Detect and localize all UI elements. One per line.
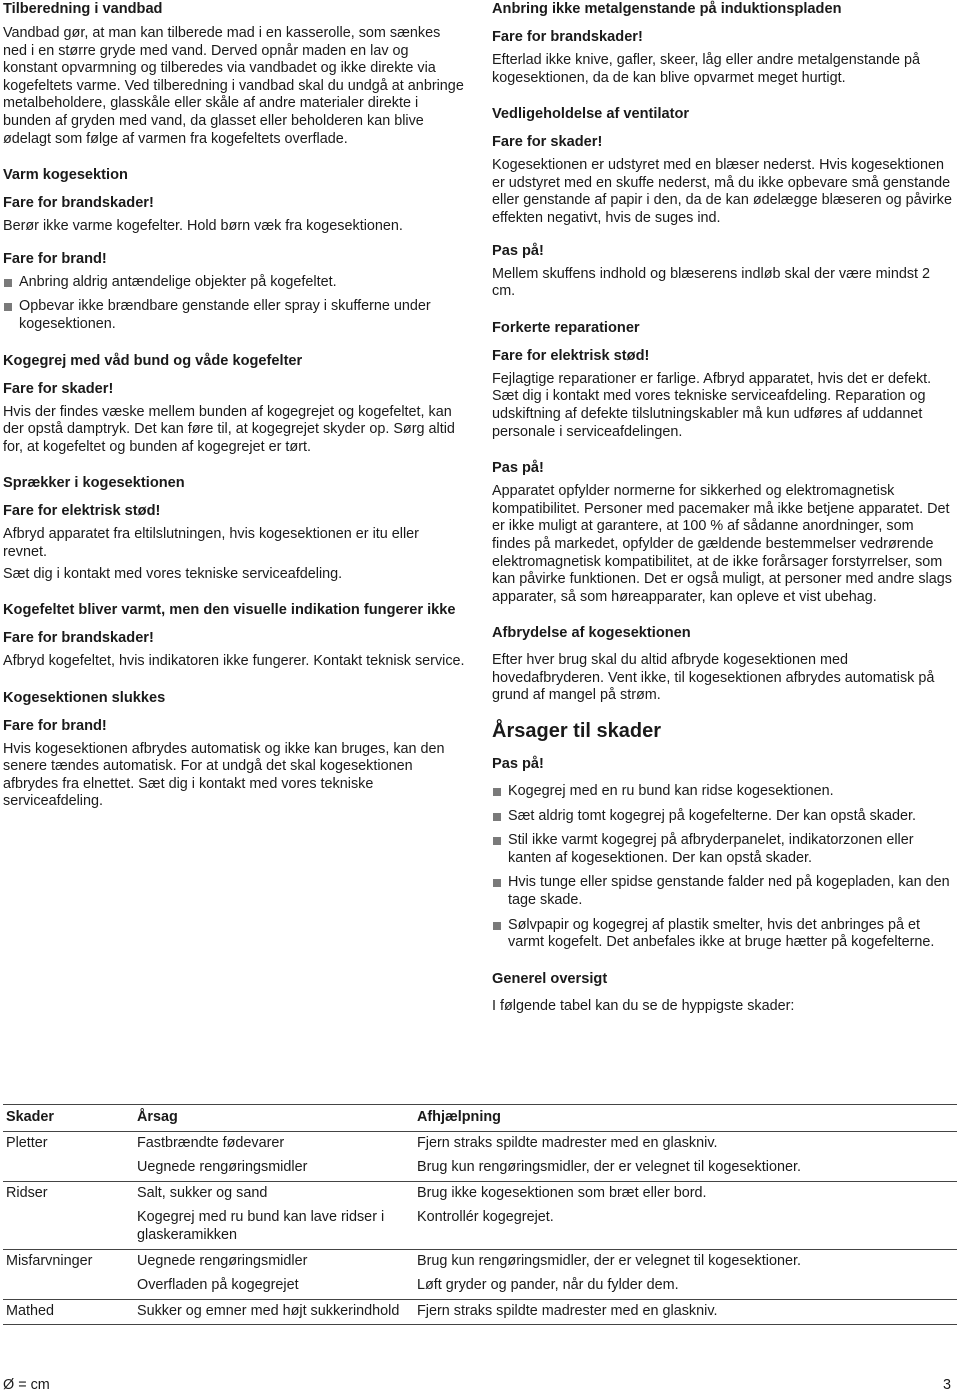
section-indicator-fault xyxy=(3,601,465,671)
section-text: Efter hver brug skal du altid afbryde kogesektionen med hovedafbryderen. Vent ikke, til kogesektionen afbrydes automatisk på grund af mangel på strøm. xyxy=(492,652,935,704)
warning-label: Fare for brandskader! xyxy=(3,630,154,647)
list-item: Stil ikke varmt kogegrej på afbryderpanelet, indikatorzonen eller kanten af kogesektionen. Der kan opstå skader. xyxy=(492,832,954,867)
bullet-list xyxy=(3,274,465,334)
section-title: Kogesektionen slukkes xyxy=(3,689,166,706)
table-cell: Fastbrændte fødevarer xyxy=(134,1131,414,1156)
bullet-square-icon xyxy=(493,788,501,796)
section-title: Vedligeholdelse af ventilator xyxy=(492,106,690,123)
table-row xyxy=(3,1156,957,1181)
bullet-list xyxy=(492,783,954,952)
table-cell: Fjern straks spildte madrester med en glaskniv. xyxy=(414,1299,957,1325)
table-cell: Brug kun rengøringsmidler, der er velegnet til kogesektioner. xyxy=(414,1249,957,1274)
footer-diameter-note: Ø = cm xyxy=(3,1377,50,1393)
warning-label: Pas på! xyxy=(492,756,544,773)
list-item: Hvis tunge eller spidse genstande falder ned på kogepladen, kan den tage skade. xyxy=(492,874,954,909)
section-text: Hvis kogesektionen afbrydes automatisk og ikke kan bruges, kan den senere tændes automatisk. For at undgå det skal kogesektionen afbrydes fra elnettet. Sæt dig i kontakt med vores tekniske serviceafdeling. xyxy=(3,740,445,810)
chapter-title: Årsager til skader xyxy=(492,720,661,743)
table-cell: Ridser xyxy=(3,1181,134,1206)
bullet-square-icon xyxy=(493,879,501,887)
section-text: Sæt dig i kontakt med vores tekniske serviceafdeling. xyxy=(3,565,343,582)
section-text: Afbryd apparatet fra eltilslutningen, hvis kogesektionen er itu eller revnet. xyxy=(3,526,419,560)
table-row xyxy=(3,1299,957,1325)
section-text: Berør ikke varme kogefelter. Hold børn væk fra kogesektionen. xyxy=(3,218,403,235)
section-no-metal xyxy=(492,0,954,87)
warning-label: Fare for skader! xyxy=(492,134,603,151)
table-cell: Pletter xyxy=(3,1131,134,1156)
right-column xyxy=(492,0,954,1033)
table-cell: Mathed xyxy=(3,1299,134,1325)
section-text: Vandbad gør, at man kan tilberede mad i en kasserolle, som sænkes ned i en større gryde med vand. Derved opnår maden en lav og konstant opvarmning og tilberedes via vandbadet og ikke direkte via kogefeltets varme. Ved tilberedning i vandbad skal du undgå at anbringe metalbeholdere, glasskåle eller skåle af andre materialer direkte i bunden af gryden med vand, da glasset eller beholderen kan blive ødelagt som følge af varmen fra kogefeltets overflade. xyxy=(3,25,464,147)
list-item: Opbevar ikke brændbare genstande eller spray i skufferne under kogesektionen. xyxy=(3,298,465,333)
section-shutdown xyxy=(3,689,465,811)
section-damage-causes xyxy=(492,719,954,952)
section-emc xyxy=(492,459,954,606)
section-title: Kogefeltet bliver varmt, men den visuelle indikation fungerer ikke xyxy=(3,602,456,619)
warning-label: Fare for brand! xyxy=(3,250,107,267)
section-switch-off xyxy=(492,624,954,705)
warning-label: Pas på! xyxy=(492,460,544,477)
table-row xyxy=(3,1206,957,1249)
table-cell: Brug kun rengøringsmidler, der er velegnet til kogesektioner. xyxy=(417,1159,801,1176)
table-cell: Uegnede rengøringsmidler xyxy=(137,1159,308,1176)
left-column xyxy=(3,0,465,829)
warning-label: Fare for brand! xyxy=(3,717,107,734)
section-title: Generel oversigt xyxy=(492,970,608,987)
table-row xyxy=(3,1249,957,1274)
list-item: Sølvpapir og kogegrej af plastik smelter, hvis det anbringes på et varmt kogefelt. Det anbefales ikke at bruge hætter på kogefelterne. xyxy=(492,917,954,952)
warning-label: Pas på! xyxy=(492,242,544,259)
section-title: Afbrydelse af kogesektionen xyxy=(492,625,691,642)
warning-label: Fare for elektrisk stød! xyxy=(492,347,650,364)
bullet-square-icon xyxy=(493,922,501,930)
section-title: Sprækker i kogesektionen xyxy=(3,475,185,492)
section-overview xyxy=(492,970,954,1016)
bullet-square-icon xyxy=(4,279,12,287)
list-item: Sæt aldrig tomt kogegrej på kogefelterne. Der kan opstå skader. xyxy=(492,808,954,826)
section-repairs xyxy=(492,319,954,441)
list-item: Kogegrej med en ru bund kan ridse kogesektionen. xyxy=(492,783,954,801)
table-cell xyxy=(3,1206,134,1249)
section-text: Hvis der findes væske mellem bunden af kogegrejet og kogefeltet, kan der opstå damptryk. Det kan føre til, at kogegrejet skyder op. Sørg altid for, at kogefeltet og bunden af kogegrejet er tørt. xyxy=(3,403,455,455)
section-text: Efterlad ikke knive, gafler, skeer, låg eller andre metalgenstande på kogesektionen, da de kan blive opvarmet meget hurtigt. xyxy=(492,52,920,86)
warning-label: Fare for brandskader! xyxy=(492,29,643,45)
table-row xyxy=(3,1131,957,1156)
section-text: Afbryd kogefeltet, hvis indikatoren ikke fungerer. Kontakt teknisk service. xyxy=(3,653,465,670)
header-cause: Årsag xyxy=(134,1105,414,1132)
section-title: Anbring ikke metalgenstande på induktionspladen xyxy=(492,1,842,17)
bullet-square-icon xyxy=(493,837,501,845)
header-remedy: Afhjælpning xyxy=(414,1105,957,1132)
warning-label: Fare for elektrisk stød! xyxy=(3,503,161,520)
damage-table xyxy=(3,1104,957,1325)
table-row xyxy=(3,1181,957,1206)
section-hot-cooktop xyxy=(3,166,465,333)
table-cell: Kogegrej med ru bund kan lave ridser i glaskeramikken xyxy=(137,1209,385,1243)
bullet-square-icon xyxy=(4,303,12,311)
list-item: Anbring aldrig antændelige objekter på kogefeltet. xyxy=(3,274,465,292)
section-title: Varm kogesektion xyxy=(3,167,128,184)
bullet-square-icon xyxy=(493,813,501,821)
table-cell: Kontrollér kogegrejet. xyxy=(417,1209,554,1226)
table-cell: Uegnede rengøringsmidler xyxy=(134,1249,414,1274)
table-cell: Fjern straks spildte madrester med en glaskniv. xyxy=(414,1131,957,1156)
warning-label: Fare for brandskader! xyxy=(3,195,154,212)
section-text: Fejlagtige reparationer er farlige. Afbryd apparatet, hvis det er defekt. Sæt dig i kontakt med vores tekniske serviceafdeling. Reparation og udskiftning af defekte tilslutningskabler må kun udføres af uddannet personale i serviceafdelingen. xyxy=(492,370,932,440)
table-row xyxy=(3,1274,957,1299)
section-fan xyxy=(492,105,954,301)
section-title: Kogegrej med våd bund og våde kogefelter xyxy=(3,352,303,369)
section-water-bath xyxy=(3,0,465,148)
table-cell: Salt, sukker og sand xyxy=(134,1181,414,1206)
section-cracks xyxy=(3,474,465,583)
header-damage: Skader xyxy=(3,1105,134,1132)
table-cell: Overfladen på kogegrejet xyxy=(137,1277,299,1294)
table-cell xyxy=(3,1274,134,1299)
section-wet-cookware xyxy=(3,352,465,457)
table-cell: Misfarvninger xyxy=(3,1249,134,1274)
table-cell: Løft gryder og pander, når du fylder dem. xyxy=(417,1277,679,1294)
page-number: 3 xyxy=(942,1377,951,1393)
table-cell: Sukker og emner med højt sukkerindhold xyxy=(134,1299,414,1325)
section-text: Apparatet opfylder normerne for sikkerhed og elektromagnetisk kompatibilitet. Personer med pacemaker må ikke betjene apparatet. Det er ikke muligt at garantere, at 100 % af sådanne anordninger, som findes på markedet, opfylder de gældende bestemmelser vedrørende elektromagnetisk kompatibilitet, at de ikke forårsager forstyrrelser, som kan påvirke funktionen. Det er også muligt, at personer med andre slags apparater, så som høreapparater, kan opleve et vist ubehag. xyxy=(492,483,952,605)
section-title: Tilberedning i vandbad xyxy=(3,1,163,17)
table-cell: Brug ikke kogesektionen som bræt eller bord. xyxy=(414,1181,957,1206)
table-cell xyxy=(3,1156,134,1181)
section-title: Forkerte reparationer xyxy=(492,319,640,336)
table-header-row xyxy=(3,1105,957,1132)
section-text: Kogesektionen er udstyret med en blæser nederst. Hvis kogesektionen er udstyret med en skuffe nederst, må du ikke opbevare små genstande eller genstande af papir i den, da de kan ødelægge blæseren og påvirke effekten negativt, hvis de suges ind. xyxy=(492,157,953,226)
warning-label: Fare for skader! xyxy=(3,380,114,397)
section-text: I følgende tabel kan du se de hyppigste skader: xyxy=(492,997,795,1014)
section-text: Mellem skuffens indhold og blæserens indløb skal der være mindst 2 cm. xyxy=(492,265,931,300)
